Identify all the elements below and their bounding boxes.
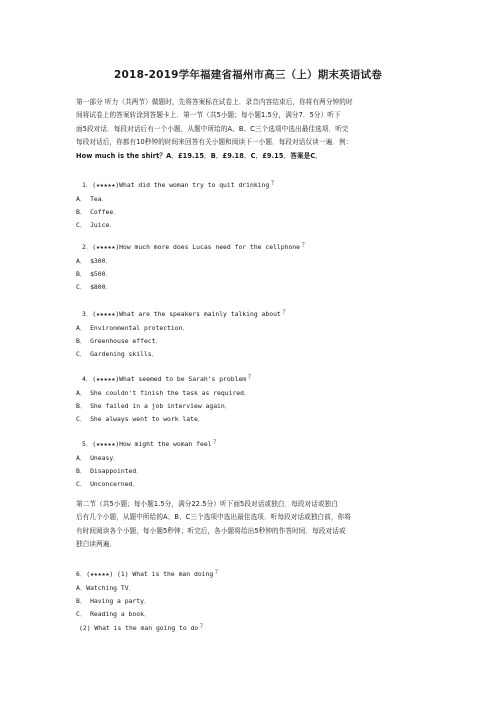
question-stem: 6．(★★★★★) (1) What is the man doing [76, 570, 214, 578]
part1-line: 第一部分 听力（共两节）做题时，先将答案标在试卷上．录音内容结束后，你将有两分钟的时 [76, 98, 353, 106]
option-a: A． Environmental protection． [76, 324, 189, 332]
part2-line: 有时间阅读各个小题，每小题5秒钟；听完后，各小题将给出5秒钟的作答时间．每段对话或 [76, 526, 346, 535]
part2-line: 独白读两遍． [76, 540, 117, 549]
part1-line: 面5段对话．每段对话后有一个小题，从题中所给的A、B、C三个选项中选出最佳选项．听完 [76, 124, 349, 133]
question-mark: ? [199, 622, 204, 630]
question-mark: ? [281, 308, 286, 316]
part1-example-line: How much is the shirt？A．£19.15．B．£9.18．C．£9.15．答案是C． [76, 151, 322, 160]
question-stem: 2．(★★★★★)How much more does Lucas need for the cellphone [82, 243, 301, 251]
part1-instructions [76, 96, 422, 163]
part1-line: 间将试卷上的答案转涂到答题卡上．第一节（共5小题；每小题1.5分，满分7．5分）听下 [76, 111, 341, 120]
question-mark: ? [301, 241, 306, 249]
option-b: B． Having a party． [76, 597, 151, 605]
question-6 [76, 568, 218, 578]
option-c: C． Juice． [76, 221, 116, 229]
option-c: C． Gardening skills． [76, 350, 159, 358]
question-stem: (2) What is the man going to do [79, 624, 199, 632]
option-a: A． Tea． [76, 195, 109, 203]
option-b: B． Disappointed． [76, 467, 143, 475]
question-5 [82, 438, 217, 448]
question-stem: 4．(★★★★★)What seemed to be Sarah's problem [82, 375, 247, 383]
option-a: A． $300． [76, 257, 112, 265]
option-c: C． She always went to work late． [76, 415, 205, 423]
option-c: C． $800． [76, 283, 112, 291]
question-stem: 1．(★★★★★)What did the woman try to quit drinking [82, 181, 270, 189]
part2-line: 后有几个小题，从题中所给的A、B、C三个选项中选出最佳选项．听每段对话或独白前，你将 [76, 513, 351, 522]
question-mark: ? [247, 373, 252, 381]
question-mark: ? [212, 438, 217, 446]
part2-instructions [76, 498, 422, 552]
page-title: 2018-2019学年福建省福州市高三（上）期末英语试卷 [114, 69, 382, 81]
option-c: C． Reading a book． [76, 610, 151, 618]
option-b: B． She failed in a job interview again． [76, 402, 232, 410]
question-mark: ? [214, 568, 219, 576]
question-stem: 5．(★★★★★)How might the woman feel [82, 440, 212, 448]
part2-line: 第二节（共5小题；每小题1.5分，满分22.5分）听下面5段对话或独白．每段对话或独白 [76, 500, 339, 508]
option-c: C． Unconcerned． [76, 480, 139, 488]
question-4 [82, 373, 251, 383]
option-a: A． She couldn't finish the task as required． [76, 389, 251, 397]
question-stem: 3．(★★★★★)What are the speakers mainly talking about [82, 310, 281, 318]
option-b: B． Greenhouse effect． [76, 337, 162, 345]
question-6-part-2 [79, 622, 204, 632]
question-2 [82, 241, 305, 251]
option-b: B． Coffee． [76, 208, 120, 216]
option-a: A．Watching TV． [76, 584, 135, 592]
question-1 [82, 179, 274, 189]
part1-line: 每段对话后，你都有10秒钟的时间来回答有关小题和阅读下一小题．每段对话仅读一遍．例： [76, 138, 353, 147]
option-b: B． $500． [76, 270, 112, 278]
question-mark: ? [270, 179, 275, 187]
option-a: A． Uneasy． [76, 454, 120, 462]
question-3 [82, 308, 286, 318]
